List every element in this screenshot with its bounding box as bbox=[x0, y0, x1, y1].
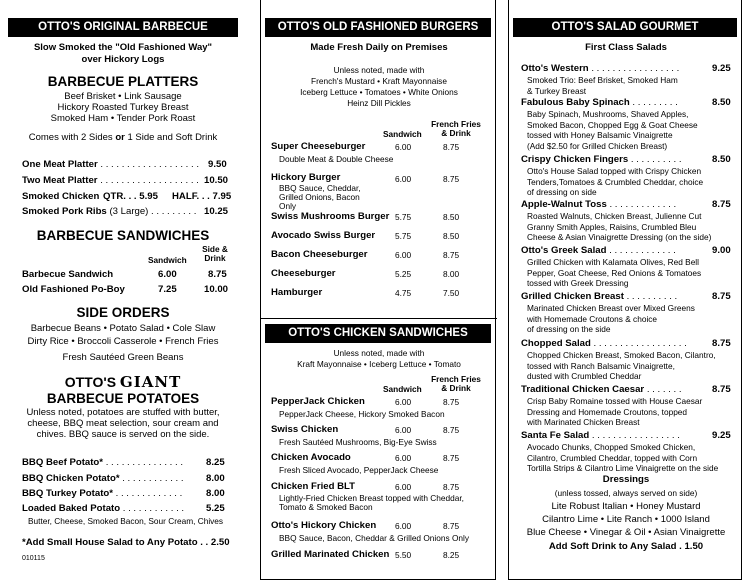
salad-name: Fabulous Baby Spinach . . . . . . . . . bbox=[521, 97, 678, 108]
chicken-pepperjack-a: 6.00 bbox=[395, 397, 412, 407]
salad-price: 9.25 bbox=[712, 430, 731, 441]
burgers-note-3: Iceberg Lettuce • Tomatoes • White Onions bbox=[300, 87, 458, 97]
chicken-swiss-a: 6.00 bbox=[395, 425, 412, 435]
burger-bacon-cheese-b: 8.75 bbox=[443, 250, 460, 260]
salads-header: OTTO'S SALAD GOURMET bbox=[513, 18, 737, 37]
sides-line-1: Barbecue Beans • Potato Salad • Cole Slaw bbox=[30, 323, 216, 334]
bbq-sandwich-col-a: Sandwich bbox=[148, 255, 187, 265]
dressings-line-1: Lite Robust Italian • Honey Mustard bbox=[551, 501, 701, 512]
burger-hickory-desc: BBQ Sauce, Cheddar, Grilled Onions, Bacon Only bbox=[279, 183, 361, 212]
potato-beef-price: 8.25 bbox=[206, 457, 225, 468]
salad-name: Crispy Chicken Fingers . . . . . . . . . . bbox=[521, 154, 682, 165]
salad-desc-line: Tenders,Tomatoes & Crumbled Cheddar, choice bbox=[527, 176, 704, 187]
burger-avocado-swiss-b: 8.50 bbox=[443, 231, 460, 241]
chicken-hickory-desc: BBQ Sauce, Bacon, Cheddar & Grilled Onions Only bbox=[279, 533, 470, 543]
burger-super-cheese: Super Cheeseburger bbox=[271, 141, 366, 152]
chicken-note-2: Kraft Mayonnaise • Iceberg Lettuce • Tomato bbox=[297, 359, 461, 369]
bbq-sandwich-col-b: Side & Drink bbox=[202, 244, 228, 264]
salad-name: Otto's Greek Salad . . . . . . . . . . . . . bbox=[521, 245, 676, 256]
salad-desc-line: Otto's House Salad topped with Crispy Chicken bbox=[527, 166, 702, 176]
salad-desc-line: Tortilla Strips & Cilantro Lime Vinaigrette on the side bbox=[527, 463, 719, 473]
salad-name: Grilled Chicken Breast . . . . . . . . . . bbox=[521, 291, 678, 302]
potato-beef: BBQ Beef Potato* . . . . . . . . . . . . . . . bbox=[22, 457, 183, 468]
burgers-col-b: French Fries & Drink bbox=[431, 119, 481, 139]
smoked-chicken: Smoked Chicken bbox=[22, 191, 100, 202]
salad-desc-line: tossed with Honey Balsamic Vinaigrette bbox=[527, 130, 673, 140]
chicken-grilled-b: 8.25 bbox=[443, 550, 460, 560]
salad-desc-line: Smoked Bacon, Chopped Egg & Goat Cheese bbox=[527, 119, 698, 130]
burger-super-cheese-a: 6.00 bbox=[395, 142, 412, 152]
chicken-fried-blt-a: 6.00 bbox=[395, 482, 412, 492]
chicken-col-b: French Fries & Drink bbox=[431, 374, 481, 394]
salad-desc-line: tossed with Ranch Balsamic Vinaigrette, bbox=[527, 360, 675, 371]
platter-two-meat: Two Meat Platter . . . . . . . . . . . . . . . . . . . bbox=[22, 175, 199, 186]
burger-hickory: Hickory Burger bbox=[271, 172, 341, 183]
chicken-fried-blt-b: 8.75 bbox=[443, 482, 460, 492]
dressings-title: Dressings bbox=[602, 474, 650, 485]
dressings-line-2: Cilantro Lime • Lite Ranch • 1000 Island bbox=[542, 514, 710, 525]
salad-desc-line: (Add $2.50 for Grilled Chicken Breast) bbox=[527, 140, 668, 151]
chicken-pepperjack: PepperJack Chicken bbox=[271, 396, 365, 407]
dressings-line-3: Blue Cheese • Vinegar & Oil • Asian Vinaigrette bbox=[526, 527, 726, 538]
smoked-chicken-qtr: QTR. . . 5.95 bbox=[103, 191, 158, 202]
salads-subtitle: First Class Salads bbox=[585, 42, 667, 53]
chicken-fried-blt-desc: Lightly-Fried Chicken Breast topped with Cheddar, Tomato & Smoked Bacon bbox=[279, 493, 464, 513]
column-divider bbox=[261, 318, 497, 319]
burgers-note-1: Unless noted, made with bbox=[333, 65, 425, 75]
salad-desc-line: Granny Smith Apples, Raisins, Crumbled Bleu bbox=[527, 221, 697, 232]
burger-cheese-a: 5.25 bbox=[395, 269, 412, 279]
salad-price: 9.25 bbox=[712, 63, 731, 74]
chicken-sandwiches-header: OTTO'S CHICKEN SANDWICHES bbox=[265, 324, 491, 343]
salad-desc-line: Avocado Chunks, Chopped Smoked Chicken, bbox=[527, 442, 696, 452]
salad-price: 9.00 bbox=[712, 245, 731, 256]
potato-loaded-price: 5.25 bbox=[206, 503, 225, 514]
burger-hickory-b: 8.75 bbox=[443, 174, 460, 184]
burger-cheese-b: 8.00 bbox=[443, 269, 460, 279]
potato-turkey: BBQ Turkey Potato* . . . . . . . . . . . . . bbox=[22, 488, 183, 499]
potato-chicken: BBQ Chicken Potato* . . . . . . . . . . . . bbox=[22, 473, 184, 484]
bbq-intro-line-2: over Hickory Logs bbox=[81, 54, 165, 65]
salad-desc-line: Crisp Baby Romaine tossed with House Caesar bbox=[527, 396, 703, 406]
chicken-hickory: Otto's Hickory Chicken bbox=[271, 520, 377, 531]
chicken-grilled-a: 5.50 bbox=[395, 550, 412, 560]
burger-bacon-cheese: Bacon Cheeseburger bbox=[271, 249, 368, 260]
salad-desc-line: tossed with Greek Dressing bbox=[527, 278, 629, 288]
salad-soft-drink: Add Soft Drink to Any Salad . 1.50 bbox=[548, 541, 704, 552]
bbq-header: OTTO'S ORIGINAL BARBECUE bbox=[8, 18, 238, 37]
burgers-column bbox=[260, 0, 496, 580]
smoked-pork-ribs-price: 10.25 bbox=[204, 206, 229, 217]
burger-hamburger: Hamburger bbox=[271, 287, 323, 298]
salad-desc-line: & Turkey Breast bbox=[527, 85, 587, 96]
chicken-avocado-desc: Fresh Sliced Avocado, PepperJack Cheese bbox=[279, 465, 439, 475]
potatoes-desc-1: Unless noted, potatoes are stuffed with butter, bbox=[26, 407, 220, 418]
salad-price: 8.50 bbox=[712, 97, 731, 108]
burger-hamburger-b: 7.50 bbox=[443, 288, 460, 298]
chicken-pepperjack-b: 8.75 bbox=[443, 397, 460, 407]
burger-swiss-mushroom-a: 5.75 bbox=[395, 212, 412, 222]
salad-name: Santa Fe Salad . . . . . . . . . . . . . . . . . bbox=[521, 430, 680, 441]
burgers-col-a: Sandwich bbox=[383, 129, 422, 139]
chicken-hickory-b: 8.75 bbox=[443, 521, 460, 531]
potatoes-desc-3: chives. BBQ sauce is served on the side. bbox=[36, 429, 210, 440]
salad-price: 8.75 bbox=[712, 384, 731, 395]
burgers-subtitle: Made Fresh Daily on Premises bbox=[310, 42, 448, 53]
chicken-grilled: Grilled Marinated Chicken bbox=[271, 549, 390, 560]
salad-name: Apple-Walnut Toss . . . . . . . . . . . . . bbox=[521, 199, 677, 210]
chicken-avocado: Chicken Avocado bbox=[271, 452, 351, 463]
platter-two-meat-price: 10.50 bbox=[204, 175, 229, 186]
salad-desc-line: Marinated Chicken Breast over Mixed Greens bbox=[527, 303, 695, 313]
salad-desc-line: Pepper, Goat Cheese, Red Onions & Tomatoes bbox=[527, 267, 702, 278]
salad-price: 8.75 bbox=[712, 199, 731, 210]
smoked-chicken-half: HALF. . . 7.95 bbox=[172, 191, 232, 202]
bbq-sandwich-name: Barbecue Sandwich bbox=[22, 269, 114, 280]
salad-name: Otto's Western . . . . . . . . . . . . . . . . . bbox=[521, 63, 680, 74]
chicken-swiss-desc: Fresh Sautéed Mushrooms, Big-Eye Swiss bbox=[279, 437, 437, 447]
chicken-avocado-b: 8.75 bbox=[443, 453, 460, 463]
platter-one-meat-price: 9.50 bbox=[208, 159, 227, 170]
platters-desc-3: Smoked Ham • Tender Pork Roast bbox=[50, 113, 196, 124]
salad-desc-line: Roasted Walnuts, Chicken Breast, Julienne Cut bbox=[527, 211, 702, 221]
platters-note: Comes with 2 Sides or 1 Side and Soft Drink bbox=[28, 132, 218, 143]
potato-loaded-desc: Butter, Cheese, Smoked Bacon, Sour Cream, Chives bbox=[28, 516, 224, 526]
platter-one-meat: One Meat Platter . . . . . . . . . . . . . . . . . . . bbox=[22, 159, 200, 170]
salad-price: 8.75 bbox=[712, 338, 731, 349]
salad-desc-line: with Homemade Croutons & choice bbox=[527, 313, 658, 324]
side-orders-title: SIDE ORDERS bbox=[76, 305, 170, 320]
burger-super-cheese-desc: Double Meat & Double Cheese bbox=[279, 154, 394, 164]
burger-swiss-mushroom-b: 8.50 bbox=[443, 212, 460, 222]
salad-desc-line: Baby Spinach, Mushrooms, Shaved Apples, bbox=[527, 109, 689, 119]
sides-line-3: Fresh Sautéed Green Beans bbox=[62, 352, 184, 363]
menu-code: 010115 bbox=[22, 555, 45, 562]
salad-desc-line: dusted with Crumbled Cheddar bbox=[527, 371, 642, 381]
salads-column bbox=[508, 0, 742, 580]
chicken-swiss-b: 8.75 bbox=[443, 425, 460, 435]
burger-hamburger-a: 4.75 bbox=[395, 288, 412, 298]
salad-desc-line: of dressing on side bbox=[527, 187, 597, 197]
bbq-sandwich-price-a: 6.00 bbox=[158, 269, 177, 280]
potato-chicken-price: 8.00 bbox=[206, 473, 225, 484]
burger-hickory-a: 6.00 bbox=[395, 174, 412, 184]
burger-avocado-swiss-a: 5.75 bbox=[395, 231, 412, 241]
po-boy-name: Old Fashioned Po-Boy bbox=[22, 284, 125, 295]
burger-avocado-swiss: Avocado Swiss Burger bbox=[271, 230, 376, 241]
po-boy-price-a: 7.25 bbox=[158, 284, 177, 295]
salad-desc-line: Dressing and Homemade Croutons, topped bbox=[527, 406, 688, 417]
po-boy-price-b: 10.00 bbox=[204, 284, 229, 295]
burger-cheese: Cheeseburger bbox=[271, 268, 336, 279]
potato-footer: *Add Small House Salad to Any Potato . . 2.50 bbox=[22, 537, 230, 548]
potatoes-title-top: OTTO'S GIANT bbox=[64, 373, 182, 391]
salad-name: Chopped Salad . . . . . . . . . . . . . . . . . . bbox=[521, 338, 687, 349]
bbq-intro-line-1: Slow Smoked the "Old Fashioned Way" bbox=[33, 42, 213, 53]
dressings-note: (unless tossed, always served on side) bbox=[554, 488, 698, 498]
salad-price: 8.75 bbox=[712, 291, 731, 302]
bbq-sandwiches-title: BARBECUE SANDWICHES bbox=[36, 228, 210, 243]
potato-turkey-price: 8.00 bbox=[206, 488, 225, 499]
salad-desc-line: Cilantro, Crumbled Cheddar, topped with Corn bbox=[527, 452, 698, 463]
burgers-note-4: Heinz Dill Pickles bbox=[347, 98, 411, 108]
platters-desc-2: Hickory Roasted Turkey Breast bbox=[57, 102, 189, 113]
chicken-avocado-a: 6.00 bbox=[395, 453, 412, 463]
burger-bacon-cheese-a: 6.00 bbox=[395, 250, 412, 260]
chicken-hickory-a: 6.00 bbox=[395, 521, 412, 531]
salad-desc-line: Cheese & Asian Vinaigrette Dressing (on the side) bbox=[527, 232, 712, 242]
burgers-note-2: French's Mustard • Kraft Mayonnaise bbox=[311, 76, 447, 86]
salad-desc-line: with Marinated Chicken Breast bbox=[527, 417, 640, 427]
platters-title: BARBECUE PLATTERS bbox=[47, 74, 199, 89]
burgers-header: OTTO'S OLD FASHIONED BURGERS bbox=[265, 18, 491, 37]
chicken-swiss: Swiss Chicken bbox=[271, 424, 339, 435]
salad-desc-line: Chopped Chicken Breast, Smoked Bacon, Cilantro, bbox=[527, 350, 716, 360]
chicken-col-a: Sandwich bbox=[383, 384, 422, 394]
burger-swiss-mushroom: Swiss Mushrooms Burger bbox=[271, 211, 390, 222]
burger-super-cheese-b: 8.75 bbox=[443, 142, 460, 152]
bbq-sandwich-price-b: 8.75 bbox=[208, 269, 227, 280]
smoked-pork-ribs: Smoked Pork Ribs (3 Large) . . . . . . . . . bbox=[22, 206, 197, 217]
salad-desc-line: Grilled Chicken with Kalamata Olives, Red Bell bbox=[527, 257, 699, 267]
salad-desc-line: Smoked Trio: Beef Brisket, Smoked Ham bbox=[527, 75, 678, 85]
potatoes-title: BARBECUE POTATOES bbox=[46, 391, 200, 406]
potatoes-desc-2: cheese, BBQ meat selection, sour cream and bbox=[27, 418, 219, 429]
sides-line-2: Dirty Rice • Broccoli Casserole • French Fries bbox=[27, 336, 219, 347]
salad-name: Traditional Chicken Caesar . . . . . . . bbox=[521, 384, 682, 395]
bbq-column bbox=[0, 0, 246, 580]
chicken-note-1: Unless noted, made with bbox=[333, 348, 425, 358]
potato-loaded: Loaded Baked Potato . . . . . . . . . . . . bbox=[22, 503, 185, 514]
chicken-pepperjack-desc: PepperJack Cheese, Hickory Smoked Bacon bbox=[279, 409, 445, 419]
chicken-fried-blt: Chicken Fried BLT bbox=[271, 481, 356, 492]
platters-desc-1: Beef Brisket • Link Sausage bbox=[64, 91, 182, 102]
salad-price: 8.50 bbox=[712, 154, 731, 165]
salad-desc-line: of dressing on the side bbox=[527, 324, 611, 334]
